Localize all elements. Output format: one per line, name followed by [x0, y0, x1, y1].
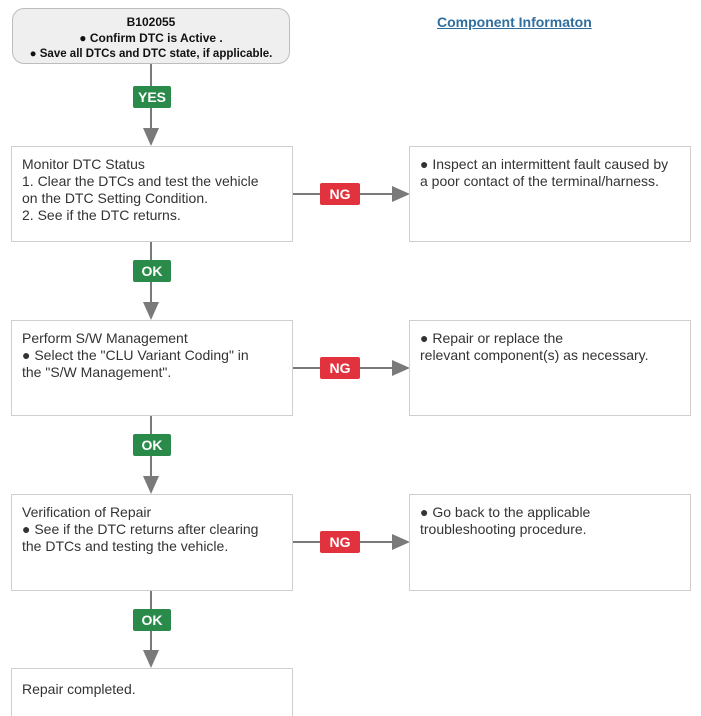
ok-badge-2: OK — [133, 434, 171, 456]
ng2-line: ● Repair or replace the — [420, 330, 564, 346]
ok-badge-3: OK — [133, 609, 171, 631]
ok-badge-1: OK — [133, 260, 171, 282]
arrowhead-ng-3 — [392, 534, 410, 550]
final-box-repair-completed — [11, 668, 293, 716]
step2-line: the "S/W Management". — [22, 364, 172, 380]
arrowhead-final — [143, 650, 159, 668]
ng1-line: ● Inspect an intermittent fault caused by — [420, 156, 669, 172]
arrowhead-ng-2 — [392, 360, 410, 376]
step3-line: ● See if the DTC returns after clearing — [22, 521, 259, 537]
dtc-code: B102055 — [126, 15, 176, 29]
arrowhead-step2 — [143, 302, 159, 320]
step1-title: Monitor DTC Status — [22, 156, 145, 172]
step1-line: 1. Clear the DTCs and test the vehicle — [22, 173, 259, 189]
yes-badge: YES — [133, 86, 171, 108]
ng-badge-2: NG — [320, 357, 360, 379]
step3-title: Verification of Repair — [22, 504, 152, 520]
ng3-line: troubleshooting procedure. — [420, 521, 587, 537]
component-information-link[interactable]: Component Informaton — [437, 14, 592, 30]
ng2-line: relevant component(s) as necessary. — [420, 347, 649, 363]
ng-box-go-back — [409, 494, 691, 591]
start-line-confirm: ● Confirm DTC is Active . — [79, 31, 223, 45]
step-box-verification — [11, 494, 293, 591]
step3-line: the DTCs and testing the vehicle. — [22, 538, 229, 554]
step-box-sw-management — [11, 320, 293, 416]
step2-title: Perform S/W Management — [22, 330, 188, 346]
step1-line: 2. See if the DTC returns. — [22, 207, 181, 223]
step1-line: on the DTC Setting Condition. — [22, 190, 208, 206]
start-line-save: ● Save all DTCs and DTC state, if applicable. — [29, 48, 273, 60]
ng1-line: a poor contact of the terminal/harness. — [420, 173, 659, 189]
ng-box-intermittent-fault — [409, 146, 691, 242]
ng-box-repair-replace — [409, 320, 691, 416]
step2-line: ● Select the "CLU Variant Coding" in — [22, 347, 249, 363]
ng-badge-1: NG — [320, 183, 360, 205]
start-node — [12, 8, 290, 64]
step-box-monitor-dtc — [11, 146, 293, 242]
arrowhead-step3 — [143, 476, 159, 494]
final-label: Repair completed. — [22, 681, 136, 697]
ng-badge-3: NG — [320, 531, 360, 553]
arrowhead-step1 — [143, 128, 159, 146]
ng3-line: ● Go back to the applicable — [420, 504, 591, 520]
arrowhead-ng-1 — [392, 186, 410, 202]
